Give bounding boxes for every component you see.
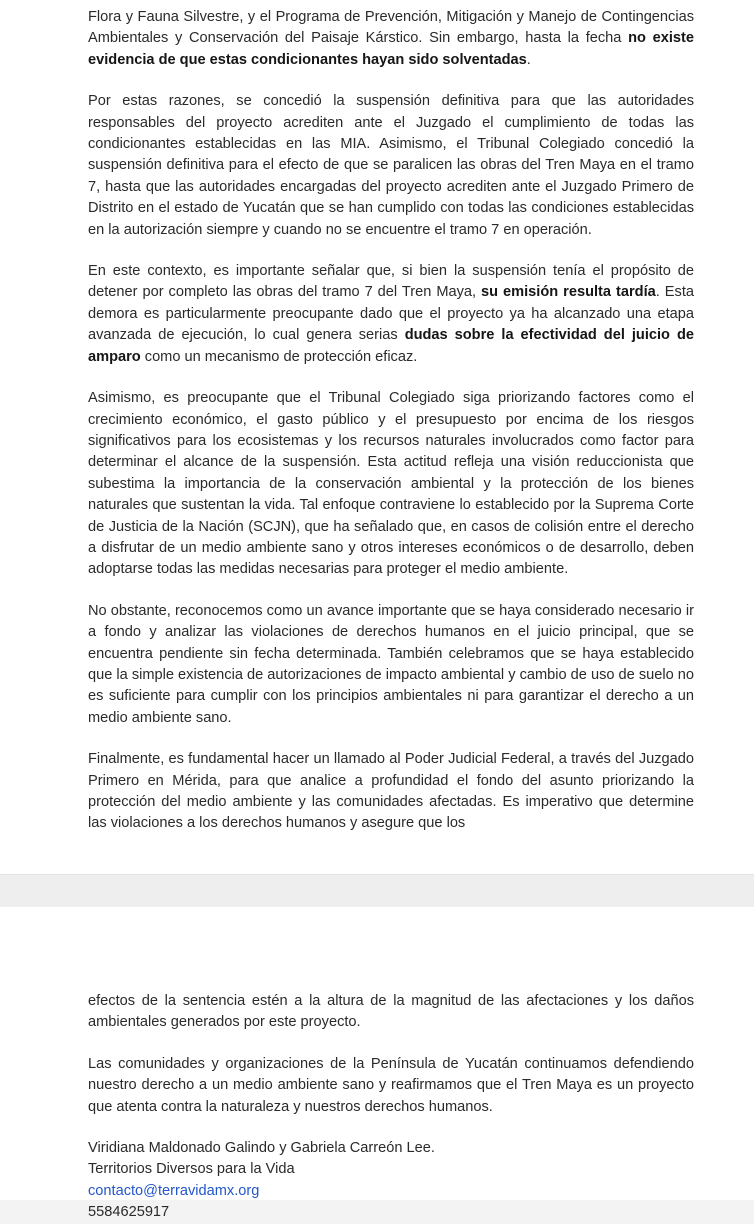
paragraph-3 [88,261,694,368]
paragraph-7: efectos de la sentencia estén a la altura de la magnitud de las afectaciones y los daños ambientales generados por este proyecto. [88,993,694,1031]
paragraph-3-text-c: . Esta demora es particularmente preocupante dado que el proyecto ya ha alcanzado una etapa avanzada de ejecución, lo cual genera serias [88,284,694,344]
paragraph-4: Asimismo, es preocupante que el Tribunal Colegiado siga priorizando factores como el crecimiento económico, el gasto público y el presupuesto por encima de los riesgos significativos para los ecosistemas y los recursos naturales involucrados como factor para determinar el alcance de la suspensión. Esta actitud refleja una visión reduccionista que subestima la importancia de la conservación ambiental y la protección de los bienes naturales que sustentan la vida. Tal enfoque contraviene lo establecido por la Suprema Corte de Justicia de la Nación (SCJN), que ha señalado que, en casos de colisión entre el derecho a disfrutar de un medio ambiente sano y otros intereses económicos o de desarrollo, deben adoptarse todas las medidas necesarias para proteger el medio ambiente. [88,390,694,578]
paragraph-1-bold: no existe evidencia de que estas condicionantes hayan sido solventadas [88,30,694,68]
paragraph-1-text-a: Flora y Fauna Silvestre, y el Programa de Prevención, Mitigación y Manejo de Contingencias Ambientales y Conservación del Paisaje Kárstico. Sin embargo, hasta la fecha [88,9,694,47]
paragraph-1-text-c: . [526,51,531,68]
contact-email-link[interactable]: contacto@terravidamx.org [88,1182,260,1199]
contact-phone: 5584625917 [88,1204,170,1221]
paragraph-3-text-a: En este contexto, es importante señalar que, si bien la suspensión tenía el propósito de detener por completo las obras del tramo 7 del Tren Maya, [88,263,694,301]
page-2-content [88,991,694,1224]
paragraph-5: No obstante, reconocemos como un avance importante que se haya considerado necesario ir a fondo y analizar las violaciones de derechos humanos en el juicio principal, que se encuentra pendiente sin fecha determinada. También celebramos que se haya establecido que la simple existencia de autorizaciones de impacto ambiental y cambio de uso de suelo no es suficiente para cumplir con los principios ambientales ni para garantizar el derecho a un medio ambiente sano. [88,602,694,726]
document-page-2 [0,907,754,1221]
paragraph-6: Finalmente, es fundamental hacer un llamado al Poder Judicial Federal, a través del Juzgado Primero en Mérida, para que analice a profundidad el fondo del asunto priorizando la protección del medio ambiente y las comunidades afectadas. Es imperativo que determine las violaciones a los derechos humanos y asegure que los [88,751,694,832]
paragraph-1 [88,7,694,71]
signature-block [88,1138,694,1224]
paragraph-3-bold-2: dudas sobre la efectividad del juicio de amparo [88,327,694,365]
paragraph-8: Las comunidades y organizaciones de la Península de Yucatán continuamos defendiendo nuestro derecho a un medio ambiente sano y reafirmamos que el Tren Maya es un proyecto que atenta contra la naturaleza y nuestros derechos humanos. [88,1055,694,1115]
paragraph-2: Por estas razones, se concedió la suspensión definitiva para que las autoridades responsables del proyecto acrediten ante el Juzgado el cumplimiento de todas las condicionantes establecidas en las MIA. Asimismo, el Tribunal Colegiado concedió la suspensión definitiva para el efecto de que se paralicen las obras del Tren Maya en el tramo 7, hasta que las autoridades encargadas del proyecto acrediten ante el Juzgado Primero de Distrito en el estado de Yucatán que se han cumplido con todas las condiciones establecidas en la autorización siempre y cuando no se encuentre el tramo 7 en operación. [88,93,694,238]
page-separator [0,874,754,908]
page-1-content [88,7,694,835]
paragraph-3-text-e: como un mecanismo de protección eficaz. [140,348,418,365]
paragraph-3-bold-1: su emisión resulta tardía [481,284,656,301]
signature-names: Viridiana Maldonado Galindo y Gabriela Carreón Lee. [88,1140,435,1157]
signature-organization: Territorios Diversos para la Vida [88,1161,295,1178]
